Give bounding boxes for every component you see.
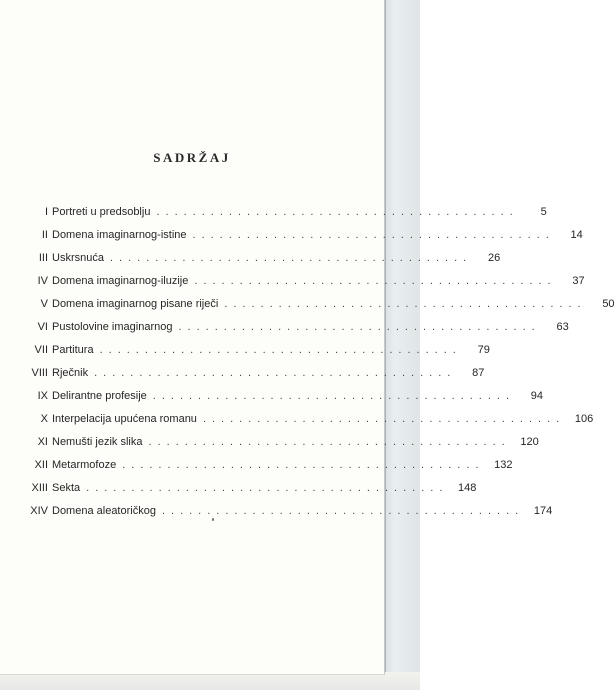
chapter-number: VIII <box>31 367 48 379</box>
chapter-number: XIII <box>31 482 48 494</box>
toc-entry <box>12 459 513 482</box>
chapter-number: IV <box>37 275 48 287</box>
chapter-number: VII <box>34 344 48 356</box>
page-number: 37 <box>572 275 585 287</box>
toc-entry <box>12 390 544 413</box>
dot-leader: ........................................ <box>122 459 485 471</box>
dot-leader: ........................................ <box>192 229 555 241</box>
page-number: 120 <box>520 436 539 448</box>
chapter-title: Delirantne profesije <box>52 390 147 402</box>
toc-entry <box>12 321 569 344</box>
chapter-title: Uskrsnuća <box>52 252 104 264</box>
page-number: 87 <box>472 367 485 379</box>
chapter-number: IX <box>37 390 48 402</box>
chapter-title: Partitura <box>52 344 94 356</box>
ink-speck <box>212 518 214 521</box>
toc-entry <box>12 229 583 252</box>
chapter-title: Rječnik <box>52 367 89 379</box>
chapter-title: Portreti u predsoblju <box>52 206 151 218</box>
page-number: 106 <box>574 413 594 425</box>
dot-leader: ........................................ <box>178 321 541 333</box>
toc-entry <box>12 436 539 459</box>
chapter-title: Nemušti jezik slika <box>52 436 143 448</box>
page-number: 94 <box>530 390 544 402</box>
page-number: 148 <box>458 482 477 494</box>
page-number: 50 <box>602 298 615 310</box>
dot-leader: ........................................ <box>161 505 525 517</box>
page-title: SADRŽAJ <box>153 150 231 165</box>
chapter-title: Domena aleatoričkog <box>52 505 156 517</box>
chapter-title: Domena imaginarnog pisane riječi <box>52 298 219 310</box>
page-number: 14 <box>570 229 583 241</box>
dot-leader: ........................................ <box>194 275 557 287</box>
dot-leader: ........................................ <box>152 390 516 402</box>
toc-entry <box>12 298 615 321</box>
chapter-number: X <box>40 413 48 425</box>
dot-leader: ........................................ <box>94 367 457 379</box>
toc-entry <box>12 505 553 528</box>
dot-leader: ........................................ <box>99 344 462 356</box>
chapter-number: II <box>41 229 48 241</box>
chapter-number: XIV <box>30 505 48 517</box>
page-number: 132 <box>494 459 513 471</box>
table-of-contents <box>12 206 615 528</box>
page-number: 79 <box>477 344 490 356</box>
page-number: 174 <box>533 505 553 517</box>
chapter-title: Domena imaginarnog-iluzije <box>52 275 189 287</box>
toc-entry <box>12 413 594 436</box>
toc-entry <box>12 367 485 390</box>
chapter-title: Domena imaginarnog-istine <box>52 229 187 241</box>
page-number: 5 <box>540 206 547 218</box>
dot-leader: ........................................ <box>224 298 587 310</box>
chapter-number: V <box>40 298 48 310</box>
chapter-number: XI <box>37 436 48 448</box>
chapter-title: Interpelacija upućena romanu <box>52 413 197 425</box>
chapter-number: VI <box>37 321 48 333</box>
toc-entry <box>12 344 490 367</box>
chapter-number: III <box>38 252 48 264</box>
chapter-title: Metarmofoze <box>52 459 117 471</box>
toc-entry <box>12 482 477 505</box>
chapter-title: Sekta <box>52 482 81 494</box>
chapter-title: Pustolovine imaginarnog <box>52 321 173 333</box>
dot-leader: ........................................ <box>202 413 566 425</box>
chapter-number: I <box>44 206 48 218</box>
dot-leader: ........................................ <box>148 436 511 448</box>
toc-entry <box>12 275 585 298</box>
toc-entry <box>12 252 501 275</box>
page-number: 26 <box>487 252 501 264</box>
dot-leader: ........................................ <box>109 252 473 264</box>
toc-entry <box>12 206 547 229</box>
chapter-number: XII <box>34 459 48 471</box>
dot-leader: ........................................ <box>156 206 519 218</box>
dot-leader: ........................................ <box>86 482 449 494</box>
page-number: 63 <box>556 321 569 333</box>
